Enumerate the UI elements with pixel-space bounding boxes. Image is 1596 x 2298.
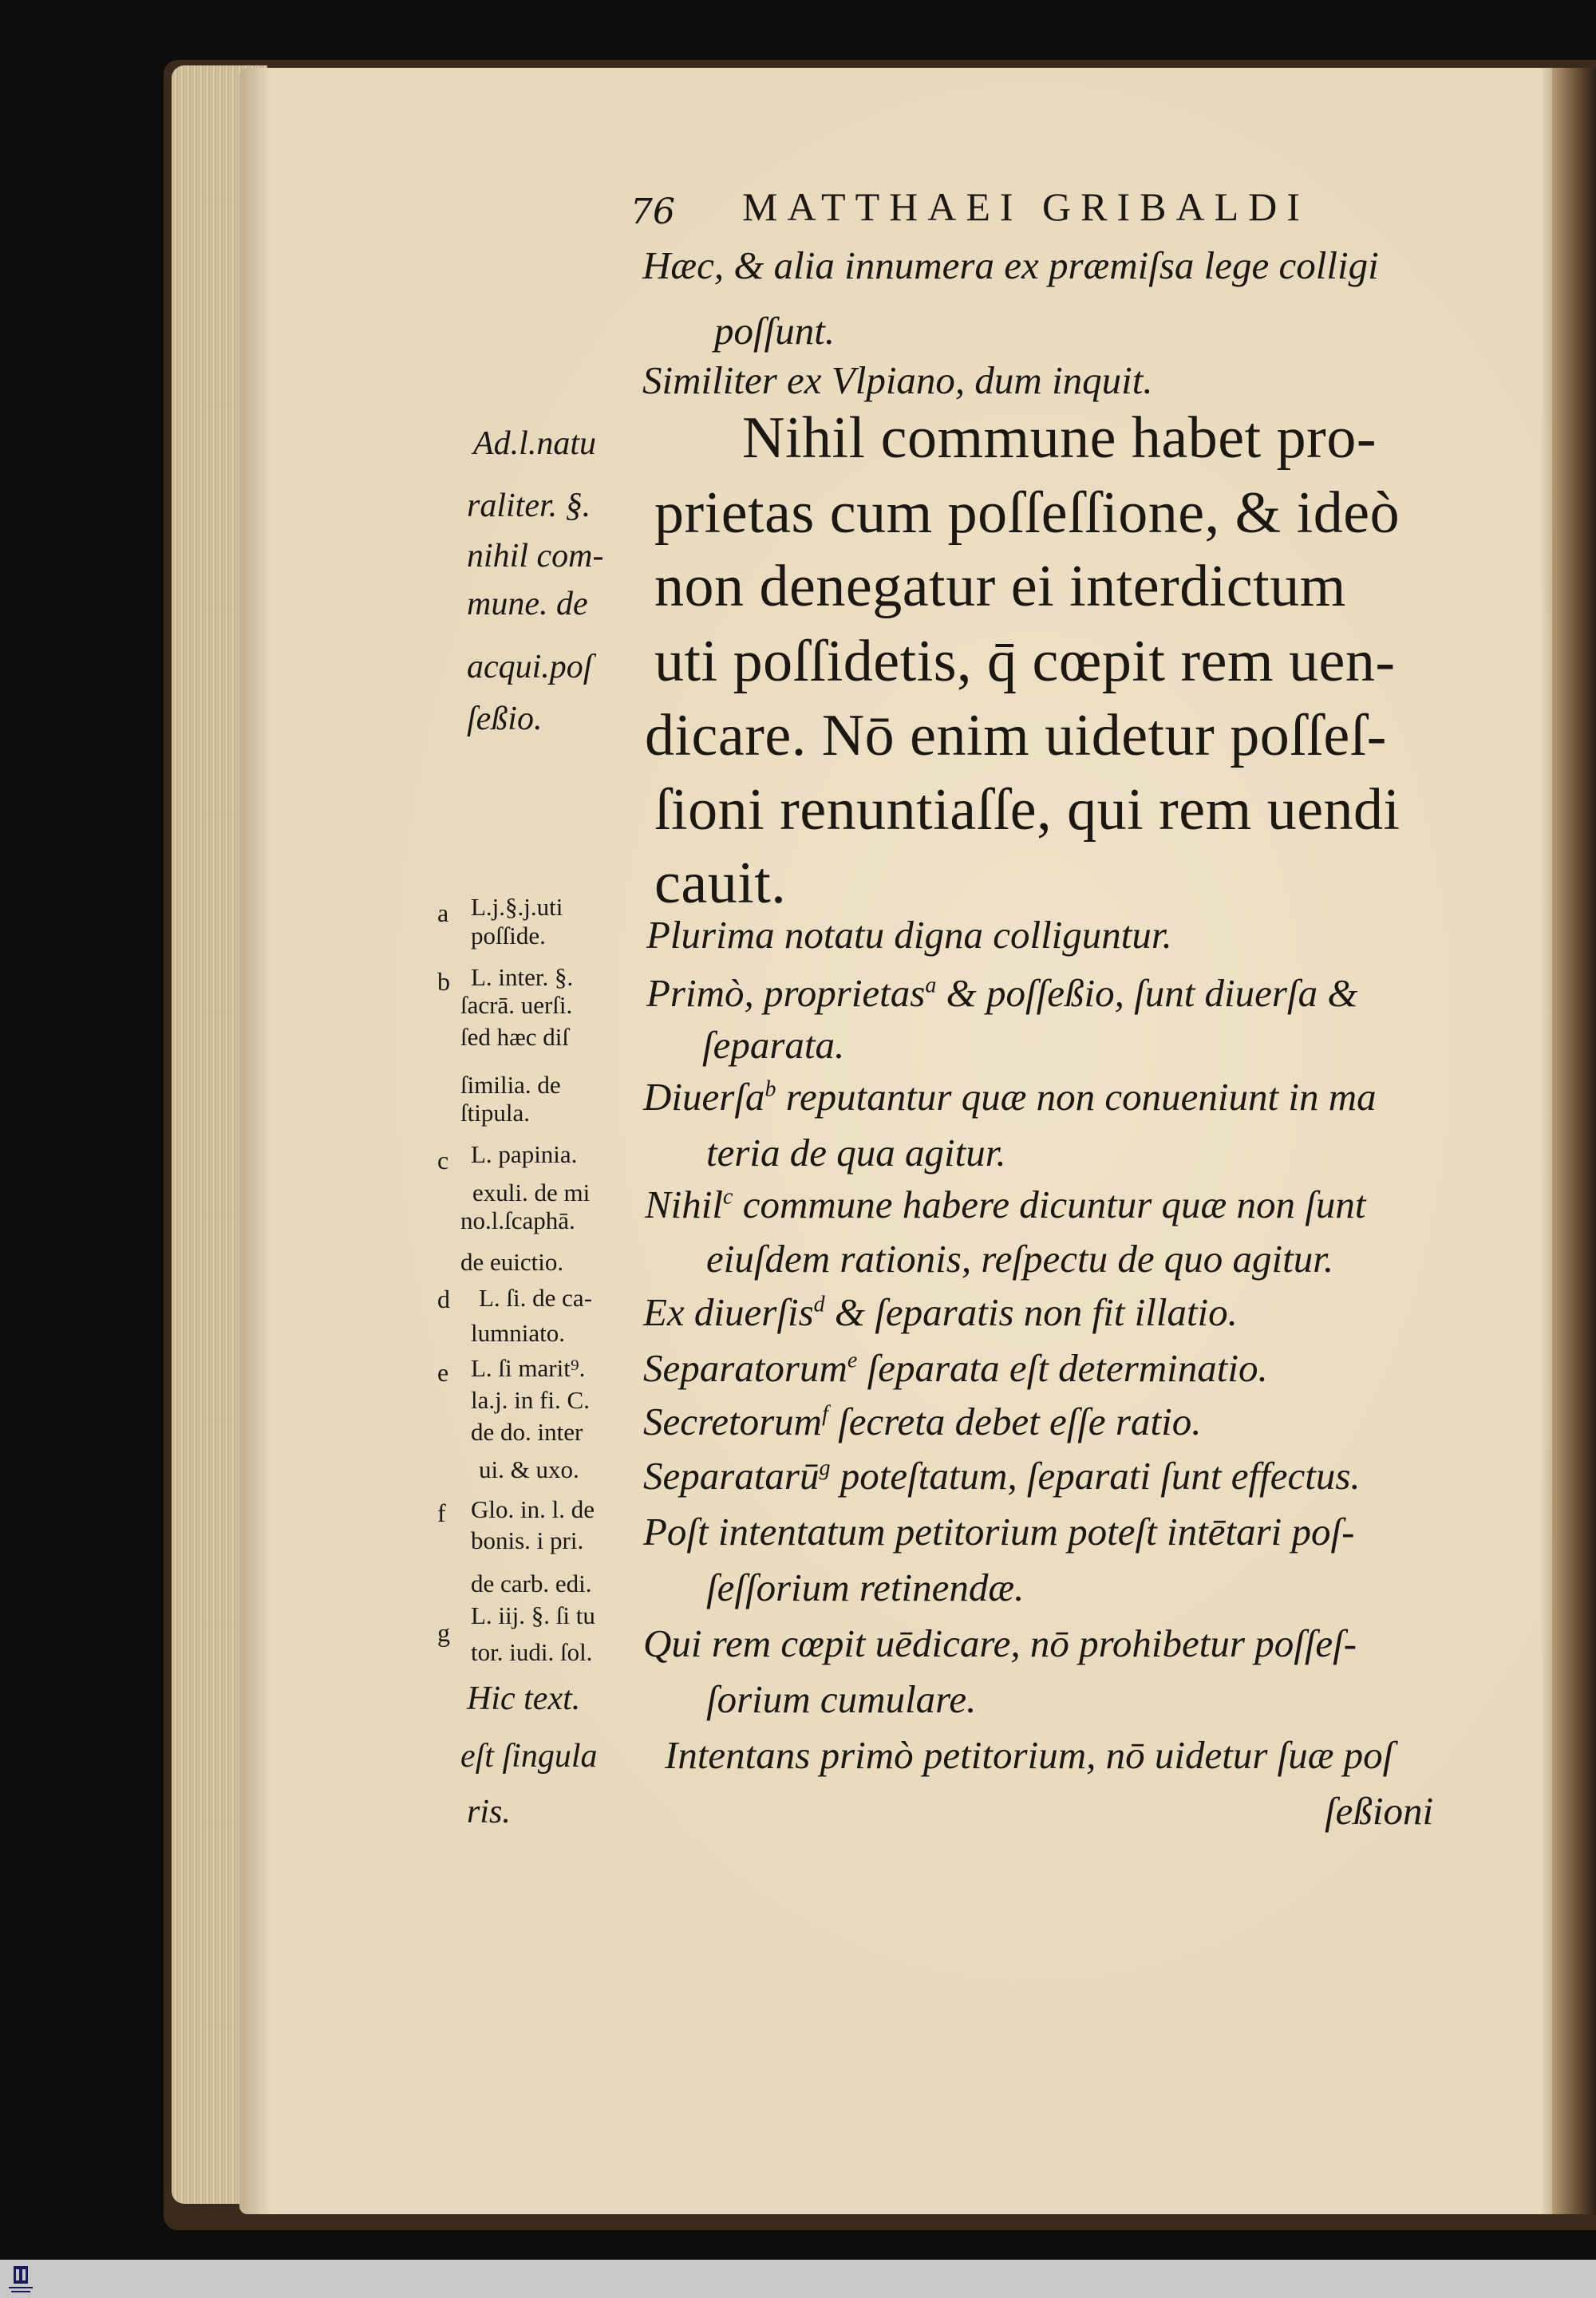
note-line: lumniato.: [471, 1319, 565, 1347]
sup-f: f: [822, 1401, 828, 1427]
note-line: de carb. edi.: [471, 1570, 592, 1597]
sup-e: e: [847, 1348, 858, 1373]
rule-7-b: poteſtatum, ſeparati ſunt effectus.: [839, 1454, 1361, 1498]
note-line: L. ſi. de ca-: [479, 1284, 593, 1312]
intro-line-1: Hæc, & alia innumera ex præmiſsa lege colligi: [642, 243, 1379, 287]
rule-3-a: Nihil: [645, 1183, 724, 1226]
note-line: ſtipula.: [460, 1099, 530, 1127]
note-line: L. iij. §. ſi tu: [471, 1601, 595, 1629]
rule-8-cont: ſeſſorium retinendæ.: [706, 1566, 1025, 1609]
rule-1: [646, 973, 1357, 1013]
rule-1-b: & poſſeßio, ſunt diuerſa &: [946, 971, 1358, 1015]
sup-g: g: [819, 1455, 831, 1481]
quote-line-4: uti poſſidetis, q̄ cœpit rem uen-: [654, 629, 1396, 694]
rule-7-a: Separatarū: [643, 1454, 820, 1498]
note-line: L.j.§.j.uti: [471, 893, 563, 921]
note-line: poſſide.: [471, 922, 546, 950]
note-line: de do. inter: [471, 1418, 583, 1446]
rule-2-b: reputantur quæ non conueniunt in ma: [785, 1075, 1377, 1119]
rule-3-cont: eiuſdem rationis, reſpectu de quo agitur.: [706, 1237, 1334, 1281]
rule-3-b: commune habere dicuntur quæ non ſunt: [742, 1183, 1366, 1226]
rule-5: [643, 1348, 1268, 1388]
closing-margin-3: ris.: [467, 1794, 511, 1830]
note-letter: b: [437, 967, 450, 996]
intro-line-2: poſſunt.: [714, 309, 836, 353]
note-letter: e: [437, 1358, 449, 1387]
note-line: bonis. i pri.: [471, 1526, 584, 1554]
quote-margin-1: Ad.l.natu: [473, 425, 596, 462]
rule-1-cont: ſeparata.: [702, 1023, 845, 1067]
intro-line-3: Similiter ex Vlpiano, dum inquit.: [642, 358, 1153, 402]
rule-1-a: Primò, proprietas: [646, 971, 926, 1015]
sup-a: a: [925, 973, 937, 998]
rule-2: [643, 1075, 1377, 1119]
quote-margin-4: mune. de: [467, 586, 588, 622]
running-title: MATTHAEI GRIBALDI: [742, 184, 1310, 229]
note-letter: d: [437, 1285, 450, 1313]
quote-line-6: ſioni renuntiaſſe, qui rem uendi: [654, 777, 1400, 843]
quote-margin-3: nihil com-: [467, 538, 604, 574]
sup-d: d: [813, 1292, 825, 1317]
quote-line-3: non denegatur ei interdictum: [654, 554, 1346, 619]
note-letter: a: [437, 898, 449, 927]
book-gutter: [1552, 68, 1596, 2214]
sup-b: b: [764, 1076, 776, 1102]
closing-margin-2: eſt ſingula: [460, 1738, 598, 1775]
rule-4-a: Ex diuerſis: [643, 1290, 814, 1334]
note-line: exuli. de mi: [472, 1179, 591, 1206]
rule-7: [643, 1454, 1361, 1498]
rule-10-cont: ſeßioni: [1325, 1789, 1434, 1833]
note-line: no.l.ſcaphā.: [460, 1206, 575, 1234]
note-line: de euictio.: [460, 1248, 564, 1276]
note-letter: g: [437, 1618, 450, 1647]
note-line: L. papinia.: [471, 1140, 578, 1168]
rule-5-a: Separatorum: [643, 1346, 847, 1390]
closing-margin-1: Hic text.: [467, 1680, 581, 1717]
quote-line-2: prietas cum poſſeſſione, & ideò: [654, 480, 1400, 546]
note-letter: c: [437, 1146, 449, 1175]
note-line: Glo. in. l. de: [471, 1495, 595, 1523]
rule-6: [643, 1402, 1201, 1441]
rule-4-b: & ſeparatis non fit illatio.: [834, 1290, 1238, 1334]
page-number: 76: [630, 192, 675, 232]
quote-line-7: cauit.: [654, 851, 787, 916]
note-line: ſimilia. de: [460, 1071, 561, 1099]
rule-5-b: ſeparata eſt determinatio.: [867, 1346, 1268, 1390]
rule-2-a: Diuerſa: [643, 1075, 765, 1119]
rule-heading: Plurima notatu digna colliguntur.: [646, 913, 1172, 957]
note-line: tor. iudi. ſol.: [471, 1638, 593, 1666]
note-line: ſed hæc diſ: [460, 1023, 570, 1051]
note-line: ui. & uxo.: [479, 1455, 579, 1483]
rule-9: Qui rem cœpit uēdicare, nō prohibetur poſſeſ-: [643, 1621, 1357, 1665]
sup-c: c: [723, 1184, 733, 1210]
quote-line-1: Nihil commune habet pro-: [742, 405, 1377, 471]
rule-9-cont: ſorium cumulare.: [706, 1677, 977, 1721]
rule-8: Poſt intentatum petitorium poteſt intētari poſ-: [643, 1510, 1355, 1554]
rule-3: [645, 1185, 1365, 1224]
rule-2-cont: teria de qua agitur.: [706, 1131, 1006, 1175]
note-line: la.j. in fi. C.: [471, 1386, 590, 1414]
quote-margin-2: raliter. §.: [467, 488, 591, 524]
rule-4: [643, 1290, 1238, 1334]
note-line: L. ſi marit⁹.: [471, 1354, 586, 1382]
quote-line-5: dicare. Nō enim uidetur poſſeſ-: [645, 703, 1387, 768]
quote-margin-5: acqui.poſ: [467, 649, 593, 685]
note-line: ſacrā. uerſi.: [460, 991, 573, 1019]
rule-6-a: Secretorum: [643, 1400, 823, 1443]
note-line: L. inter. §.: [471, 963, 574, 991]
note-letter: f: [437, 1498, 446, 1527]
library-logo-icon: [6, 2264, 35, 2295]
rule-10: Intentans primò petitorium, nō uidetur ſuæ poſ: [665, 1733, 1394, 1777]
scanner-footer-bar: [0, 2260, 1596, 2298]
rule-6-b: ſecreta debet eſſe ratio.: [838, 1400, 1202, 1443]
quote-margin-6: ſeßio.: [467, 701, 543, 737]
